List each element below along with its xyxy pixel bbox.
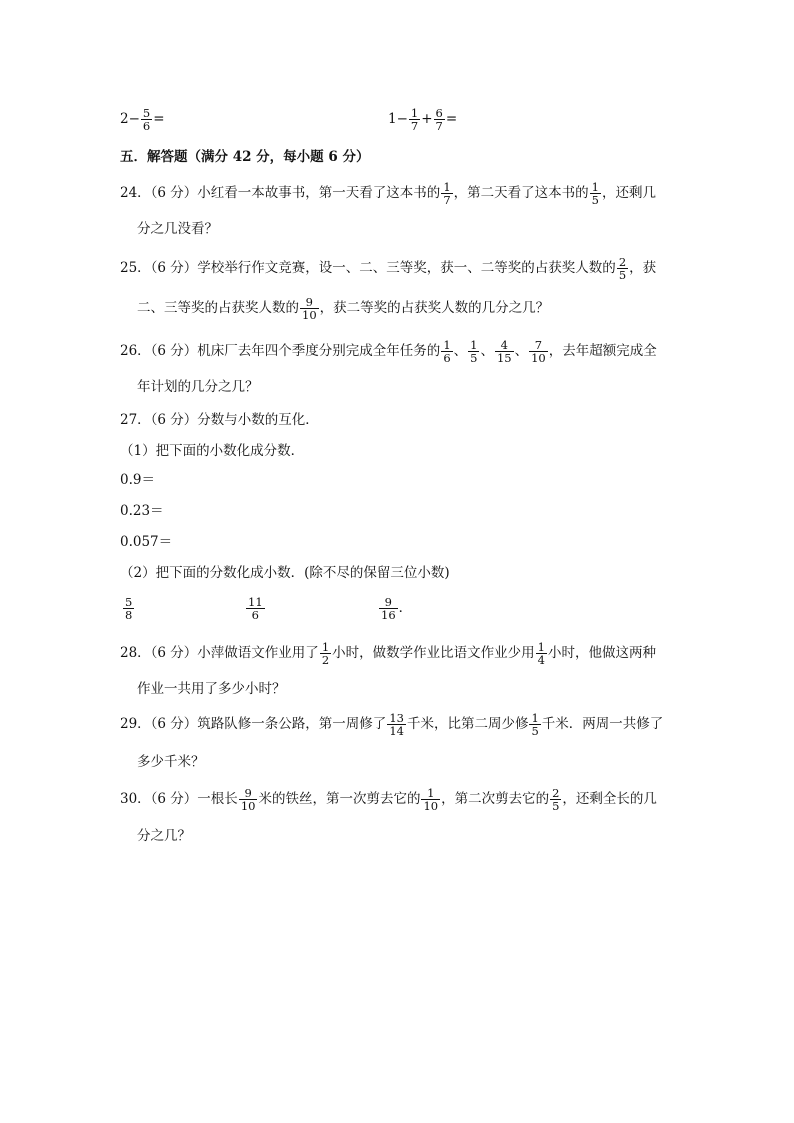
fraction: $\frac{13}{14}$ <box>389 711 404 738</box>
fraction: $\frac{6}{7}$ <box>435 106 443 133</box>
fraction: $\frac{1}{5}$ <box>531 711 539 738</box>
fraction: $\frac{1}{4}$ <box>537 640 545 667</box>
fraction-item-3 <box>378 596 412 621</box>
period: ． <box>398 600 413 616</box>
question-26-line2: 年计划的几分之几？ <box>137 379 259 395</box>
fraction-item-2 <box>245 596 266 621</box>
fraction: $\frac{9}{16}$ <box>381 595 396 622</box>
question-29-line2: 多少千米？ <box>137 754 205 770</box>
fraction: $\frac{1}{2}$ <box>321 640 330 667</box>
fraction: $\frac{11}{6}$ <box>248 595 263 622</box>
equation-2 <box>388 107 457 132</box>
fraction-item-1 <box>122 596 135 621</box>
question-24: 24．（6 分）小红看一本故事书，第一天看了这本书的 $\frac{1}{7}$ ，第二天看了这本书的 $\frac{1}{5}$ ，还剩几 <box>120 180 656 207</box>
equation-1 <box>120 107 165 132</box>
fraction: $\frac{2}{5}$ <box>552 786 560 813</box>
fraction: $\frac{5}{8}$ <box>125 595 133 622</box>
decimal-1: 0.9＝ <box>120 472 155 488</box>
eq2-plus: + <box>421 111 433 127</box>
fraction: $\frac{1}{5}$ <box>591 180 599 207</box>
fraction: $\frac{4}{15}$ <box>496 338 512 365</box>
question-26: 26．（6 分）机床厂去年四个季度分别完成全年任务的 $\frac{1}{6}$ 、 $\frac{1}{5}$ 、 $\frac{4}{15}$ 、 $\frac{7}{10}$ ，去年超额完成全 <box>120 338 657 365</box>
section-title: 五．解答题（满分 42 分，每小题 6 分） <box>120 149 370 165</box>
fraction: $\frac{1}{6}$ <box>443 338 451 365</box>
fraction: $\frac{2}{5}$ <box>618 255 627 282</box>
fraction: $\frac{1}{7}$ <box>443 180 451 207</box>
fraction: $\frac{9}{10}$ <box>240 786 256 813</box>
fraction: $\frac{9}{10}$ <box>302 295 317 322</box>
question-27-part2: （2）把下面的分数化成小数．(除不尽的保留三位小数) <box>120 565 450 581</box>
fraction: $\frac{1}{5}$ <box>470 338 478 365</box>
eq2-lead: 1− <box>388 111 408 127</box>
fraction: $\frac{5}{6}$ <box>142 106 151 133</box>
fraction: $\frac{1}{7}$ <box>410 106 419 133</box>
eq2-tail: = <box>445 111 458 127</box>
fraction: $\frac{1}{10}$ <box>423 786 439 813</box>
decimal-3: 0.057＝ <box>120 534 173 550</box>
eq1-tail: = <box>153 111 165 127</box>
question-25-line2: 二、三等奖的占获奖人数的 $\frac{9}{10}$ ，获二等奖的占获奖人数的几分之几？ <box>137 295 550 322</box>
question-30: 30．（6 分）一根长 $\frac{9}{10}$ 米的铁丝，第一次剪去它的 $\frac{1}{10}$ ，第二次剪去它的 $\frac{2}{5}$ ，还剩全长的几 <box>120 786 657 813</box>
question-29: 29．（6 分）筑路队修一条公路，第一周修了 $\frac{13}{14}$ 千米，比第二周少修 $\frac{1}{5}$ 千米．两周一共修了 <box>120 711 664 738</box>
question-24-line2: 分之几没看？ <box>137 221 218 237</box>
question-27-part1: （1）把下面的小数化成分数． <box>120 443 305 459</box>
fraction: $\frac{7}{10}$ <box>531 338 546 365</box>
question-28-line2: 作业一共用了多少小时？ <box>137 681 286 697</box>
question-28: 28．（6 分）小萍做语文作业用了 $\frac{1}{2}$ 小时，做数学作业比语文作业少用 $\frac{1}{4}$ 小时，他做这两种 <box>120 640 656 667</box>
question-27-title: 27．（6 分）分数与小数的互化． <box>120 412 319 428</box>
question-25: 25．（6 分）学校举行作文竞赛，设一、二、三等奖，获一、二等奖的占获奖人数的 $\frac{2}{5}$ ，获 <box>120 255 657 282</box>
question-30-line2: 分之几？ <box>137 828 191 844</box>
eq1-lead: 2− <box>120 111 140 127</box>
decimal-2: 0.23＝ <box>120 503 164 519</box>
